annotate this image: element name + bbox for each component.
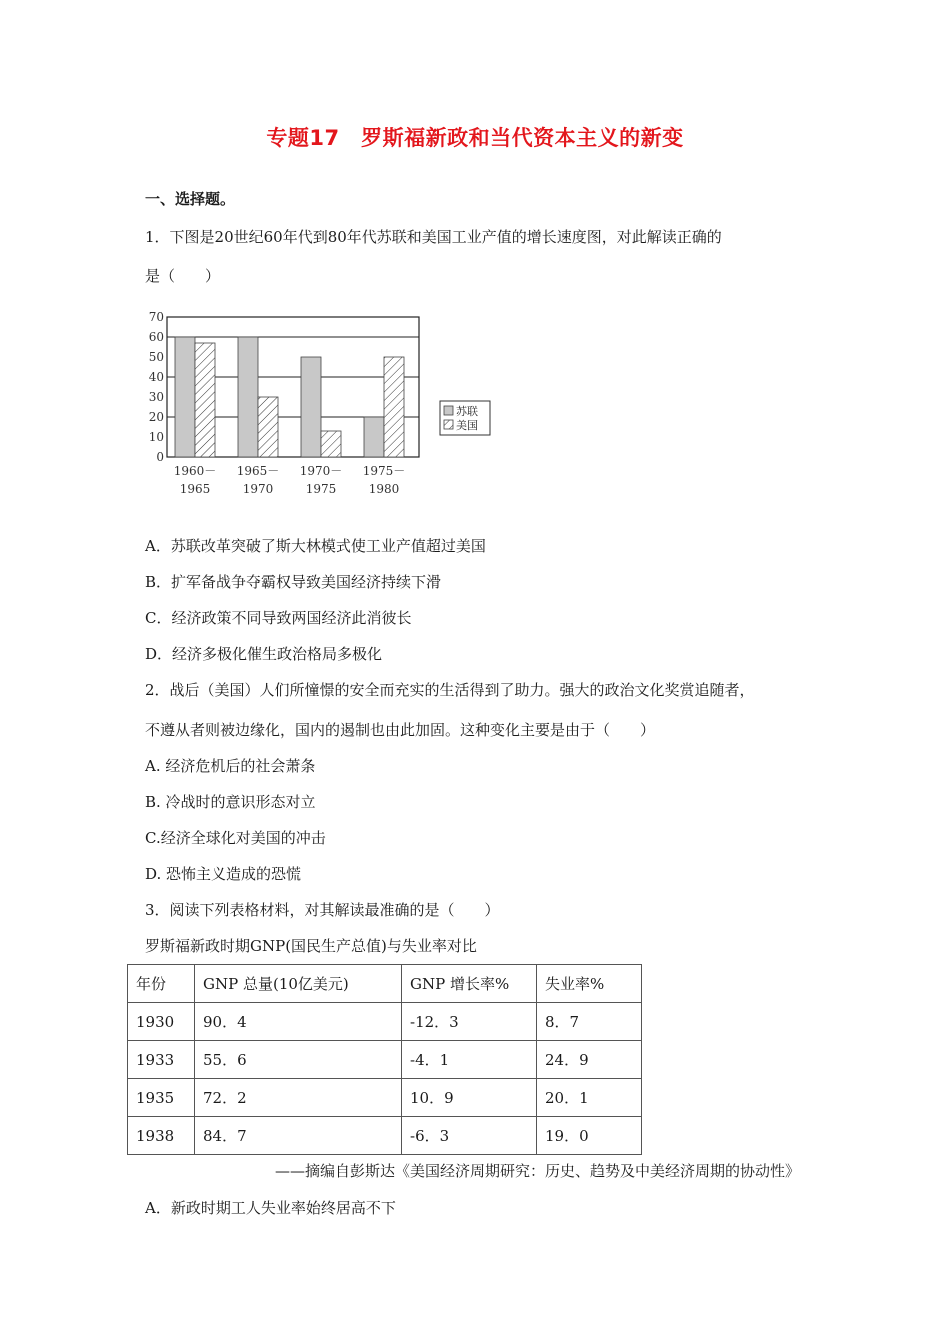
table-row [128, 1079, 642, 1117]
table-cell: -12．3 [402, 1003, 537, 1041]
x-tick-label: 1965－ [236, 464, 280, 478]
y-tick-label: 60 [148, 330, 164, 344]
q2-stem-line1: 2．战后（美国）人们所憧憬的安全而充实的生活得到了助力。强大的政治文化奖赏追随者， [145, 681, 755, 699]
q1-option-c: C．经济政策不同导致两国经济此消彼长 [145, 609, 412, 627]
x-tick-label: 1980 [368, 482, 400, 496]
legend-swatch [444, 420, 453, 429]
table-cell: 20．1 [537, 1079, 642, 1117]
bar-ussr [238, 337, 258, 457]
table-cell: 72．2 [195, 1079, 402, 1117]
table-row [128, 1117, 642, 1155]
table-header-cell: 失业率% [537, 965, 642, 1003]
section-heading: 一、选择题。 [145, 190, 236, 208]
x-tick-label: 1975－ [362, 464, 406, 478]
bar-chart [140, 305, 500, 505]
y-tick-label: 20 [148, 410, 164, 424]
table-cell: 55．6 [195, 1041, 402, 1079]
q2-option-b: B. 冷战时的意识形态对立 [145, 793, 316, 811]
q1-option-a: A．苏联改革突破了斯大林模式使工业产值超过美国 [145, 537, 486, 555]
table-row [128, 1041, 642, 1079]
q1-option-d: D．经济多极化催生政治格局多极化 [145, 645, 383, 663]
legend-swatch [444, 406, 453, 415]
table-cell: 1930 [128, 1003, 195, 1041]
table-cell: 1933 [128, 1041, 195, 1079]
table-header-cell: GNP 增长率% [402, 965, 537, 1003]
table-cell: 1938 [128, 1117, 195, 1155]
table-source: ——摘编自彭斯达《美国经济周期研究：历史、趋势及中美经济周期的协动性》 [274, 1162, 800, 1180]
page-title: 专题17 罗斯福新政和当代资本主义的新变 [266, 126, 684, 150]
q2-stem-line2: 不遵从者则被边缘化，国内的遏制也由此加固。这种变化主要是由于（ ） [145, 721, 656, 739]
bar-usa [258, 397, 278, 457]
q2-option-d: D. 恐怖主义造成的恐慌 [145, 865, 302, 883]
table-cell: 1935 [128, 1079, 195, 1117]
bar-usa [195, 343, 215, 457]
bar-ussr [364, 417, 384, 457]
q3-option-a: A．新政时期工人失业率始终居高不下 [145, 1199, 396, 1217]
y-tick-label: 0 [156, 450, 164, 464]
table-header-row [128, 965, 642, 1003]
table-cell: -6．3 [402, 1117, 537, 1155]
x-tick-label: 1965 [179, 482, 211, 496]
x-tick-label: 1960－ [173, 464, 217, 478]
gnp-table [127, 964, 642, 1155]
y-tick-label: 70 [148, 310, 164, 324]
x-tick-label: 1970 [242, 482, 274, 496]
bar-usa [321, 431, 341, 457]
q2-option-c: C.经济全球化对美国的冲击 [145, 829, 326, 847]
y-tick-label: 40 [148, 370, 164, 384]
q3-stem: 3．阅读下列表格材料，对其解读最准确的是（ ） [145, 901, 500, 919]
table-row [128, 1003, 642, 1041]
table-cell: 10．9 [402, 1079, 537, 1117]
y-tick-label: 50 [148, 350, 164, 364]
table-cell: 84．7 [195, 1117, 402, 1155]
chart-svg [140, 305, 500, 505]
table-header-cell: GNP 总量(10亿美元) [195, 965, 402, 1003]
table-cell: 24．9 [537, 1041, 642, 1079]
table-cell: 19．0 [537, 1117, 642, 1155]
q2-option-a: A. 经济危机后的社会萧条 [145, 757, 316, 775]
table-caption: 罗斯福新政时期GNP(国民生产总值)与失业率对比 [145, 937, 477, 955]
bar-ussr [175, 337, 195, 457]
table-header-cell: 年份 [128, 965, 195, 1003]
x-tick-label: 1970－ [299, 464, 343, 478]
table-cell: -4．1 [402, 1041, 537, 1079]
table-cell: 8．7 [537, 1003, 642, 1041]
bar-usa [384, 357, 404, 457]
y-tick-label: 10 [148, 430, 164, 444]
table-cell: 90．4 [195, 1003, 402, 1041]
bar-ussr [301, 357, 321, 457]
x-tick-label: 1975 [305, 482, 337, 496]
q1-option-b: B．扩军备战争夺霸权导致美国经济持续下滑 [145, 573, 442, 591]
legend-label: 美国 [456, 419, 478, 432]
legend-label: 苏联 [456, 405, 478, 418]
q1-stem-line1: 1．下图是20世纪60年代到80年代苏联和美国工业产值的增长速度图，对此解读正确的 [145, 228, 722, 246]
y-tick-label: 30 [148, 390, 164, 404]
q1-stem-line2: 是（ ） [145, 267, 221, 285]
